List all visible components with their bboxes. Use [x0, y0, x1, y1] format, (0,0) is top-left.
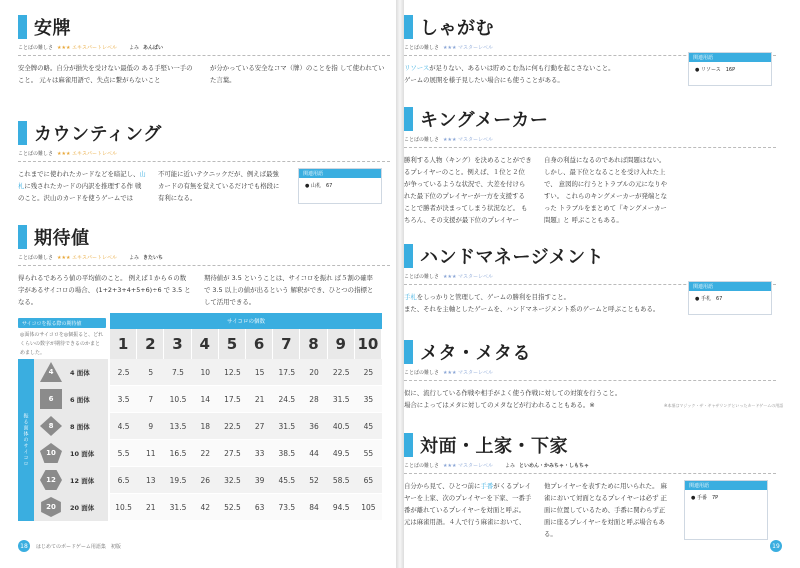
- table-cell: 31.5: [332, 394, 350, 404]
- entry-meta: [18, 150, 390, 162]
- table-cell: 17.5: [224, 394, 241, 404]
- table-cell: 10.5: [115, 502, 132, 512]
- table-cell: 38.5: [278, 448, 296, 458]
- table-cell: 36: [309, 421, 319, 431]
- table-cell: 63: [254, 502, 265, 512]
- difficulty-level: ★★★ エキスパートレベル: [57, 151, 117, 157]
- table-column-headers: [110, 329, 382, 359]
- table-cell: 27: [254, 421, 265, 431]
- column-header: 8: [300, 329, 327, 359]
- page-gutter: [396, 0, 404, 568]
- difficulty-level: ★★★ マスターレベル: [443, 137, 493, 143]
- related-item[interactable]: ● リソース 16P: [695, 67, 736, 73]
- heading-bar: [404, 433, 413, 457]
- table-cell: 27.5: [224, 448, 241, 458]
- entry-title: 対面・上家・下家: [420, 436, 568, 457]
- column-header: 6: [246, 329, 273, 359]
- table-cell: 15: [254, 367, 265, 377]
- table-legend: [18, 318, 106, 361]
- row-label: [34, 386, 110, 413]
- related-item[interactable]: ● 手札 67: [695, 296, 723, 302]
- related-item[interactable]: ● 山札 67: [305, 183, 333, 189]
- die-number: 6: [48, 395, 54, 403]
- table-row: [34, 494, 382, 521]
- entry-title: 期待値: [34, 228, 90, 249]
- row-name: 8 面体: [70, 422, 90, 431]
- entry-title: カウンティング: [34, 124, 162, 145]
- entry-title: 安牌: [34, 18, 71, 39]
- table-cell: 7.5: [172, 367, 184, 377]
- heading-bar: [404, 107, 413, 131]
- table-cell: 16.5: [169, 448, 187, 458]
- difficulty-level: ★★★ エキスパートレベル: [57, 255, 117, 261]
- table-cell: 18: [200, 421, 210, 431]
- table-cell: 5.5: [117, 448, 130, 458]
- table-cell: 7: [148, 394, 154, 404]
- table-cell: 44: [309, 448, 319, 458]
- table-cell: 17.5: [278, 367, 296, 377]
- table-cell: 33: [254, 448, 265, 458]
- entry-text-col1: 得られるであろう値の平均値のこと。 例えば１から６の数字があるサイコロの場合、 (1+2+3+4+5+6)÷6 で 3.5 となる。: [18, 274, 191, 306]
- difficulty-level: ★★★ エキスパートレベル: [57, 45, 117, 51]
- related-terms-box: [298, 168, 382, 204]
- yomi-label: よみ: [504, 463, 515, 469]
- difficulty-label: ことばの難しさ: [18, 151, 54, 157]
- right-page: [404, 0, 800, 568]
- expected-value-table: [34, 359, 382, 521]
- difficulty-label: ことばの難しさ: [404, 45, 440, 51]
- table-cell: 40.5: [332, 421, 350, 431]
- difficulty-level: ★★★ マスターレベル: [443, 463, 493, 469]
- difficulty-level: ★★★ マスターレベル: [443, 274, 493, 280]
- table-cell: 31.5: [169, 502, 187, 512]
- entry-text-col1: 自分から見て、ひとつ前に手番がくるプレイ ヤーを上家、次のプレイヤーを下家、一番手 番が離れているプレイヤーを対面と呼ぶ。 元は麻雀用語。４人で行う麻雀において、: [404, 482, 532, 526]
- yomi-label: よみ: [128, 255, 139, 261]
- entry-text-col2: 期待値が 3.5 ということは、サイコロを振れ ば５割の確率で 3.5 以上の値が出るという 解釈ができ、ひとつの指標として活用できる。: [204, 274, 374, 306]
- difficulty-label: ことばの難しさ: [404, 370, 440, 376]
- table-cell: 10.5: [169, 394, 187, 404]
- table-cell: 26: [200, 475, 210, 485]
- entry-title: キングメーカー: [420, 110, 549, 131]
- heading-bar: [404, 15, 413, 39]
- table-cell: 55: [363, 448, 374, 458]
- related-terms-box: [688, 52, 772, 86]
- yomi-value: あんぱい: [142, 45, 163, 51]
- die-number: 4: [48, 368, 54, 376]
- difficulty-level: ★★★ マスターレベル: [443, 370, 493, 376]
- table-cell: 11: [146, 448, 156, 458]
- entry-meta-metaru: [404, 339, 783, 411]
- related-terms-box: [684, 480, 768, 540]
- table-cell: 4.5: [117, 421, 130, 431]
- table-cell: 22.5: [224, 421, 241, 431]
- row-name: 6 面体: [70, 395, 90, 404]
- related-header: 関連用語: [689, 53, 771, 62]
- entry-meta: [404, 369, 776, 381]
- page-number: 19: [770, 540, 782, 552]
- table-cell: 73.5: [278, 502, 296, 512]
- entry-text-col1: 勝利する人物（キング）を決めることができ るプレイヤーのこと。例えば、１位と２位 が争っているような状況で、大差を付けら れた最下位のプレイヤーが一方を支援する ことで勝者が決まってしまう状況など。 もちろん、その支援が最下位のプレイヤー: [404, 156, 532, 224]
- die-icon: [40, 443, 62, 463]
- row-label: [34, 413, 110, 440]
- table-cell: 22: [200, 448, 210, 458]
- table-cell: 13.5: [169, 421, 187, 431]
- column-header: 1: [110, 329, 137, 359]
- entry-text-col1: これまでに使われたカードなどを暗記し、山札に残されたカードの内訳を推理する作 戦のこと。沢山のカードを使うゲームでは: [18, 170, 146, 202]
- die-icon: [40, 497, 62, 517]
- table-row: [34, 413, 382, 440]
- link-term-tefuda[interactable]: 手札: [404, 293, 417, 301]
- entry-meta: [404, 462, 776, 474]
- row-label: [34, 494, 110, 521]
- table-cell: 14: [200, 394, 210, 404]
- column-header: 2: [137, 329, 164, 359]
- table-cell: 58.5: [332, 475, 350, 485]
- table-cell: 5: [148, 367, 154, 377]
- table-cell: 9: [148, 421, 154, 431]
- row-name: 12 面体: [70, 476, 95, 485]
- entry-title: しゃがむ: [420, 18, 494, 39]
- heading-bar: [404, 244, 413, 268]
- die-icon: [40, 416, 62, 436]
- entry-text: 手札をしっかりと管理して、ゲームの勝利を目指すこと。 また、それを主軸としたゲームを、ハンドマネージメント系のゲームと呼ぶこともある。: [404, 293, 660, 313]
- footnote: ※本項はマジック・ザ・ギャザリングといったカードゲームの用語: [664, 403, 784, 408]
- table-cell: 32.5: [224, 475, 241, 485]
- table-cell: 20: [309, 367, 319, 377]
- entry-text-col2: 自身の利益になるのであれば問題はない。 しかし、最下位となることを受け入れた上で、 意図的に行うとトラブルの元になりやすい。 これらのキングメーカーが発端となった トラブルをまとめて『キングメーカー問題』と 呼ぶこともある。: [544, 156, 668, 224]
- table-cell: 45: [363, 421, 374, 431]
- related-item[interactable]: ● 手番 7P: [691, 495, 719, 501]
- table-cell: 52.5: [224, 502, 241, 512]
- link-term-teban[interactable]: 手番: [480, 482, 494, 490]
- difficulty-level: ★★★ マスターレベル: [443, 45, 493, 51]
- die-icon: [40, 389, 62, 409]
- table-cell: 10: [200, 367, 210, 377]
- table-row: [34, 467, 382, 494]
- row-label: [34, 359, 110, 386]
- column-header: 5: [219, 329, 246, 359]
- difficulty-label: ことばの難しさ: [404, 463, 440, 469]
- table-cell: 84: [309, 502, 319, 512]
- table-cell: 39: [254, 475, 265, 485]
- entry-text-col1: 安全牌の略。自分が損失を受けない最低の ある手堅い一手のこと。 元々は麻雀用語で、失点に繋がらないこと: [18, 64, 193, 84]
- entry-text-col2: が分かっている安全なコマ（牌）のことを指 して使われていた言葉。: [210, 64, 385, 84]
- table-cell: 31.5: [278, 421, 296, 431]
- entry-shagamu: [404, 14, 776, 86]
- table-cell: 19.5: [169, 475, 187, 485]
- entry-kitaichi: [18, 224, 390, 308]
- row-name: 20 面体: [70, 503, 95, 512]
- entry-toimen: [404, 432, 776, 540]
- entry-text: 似に、流行している作戦や相手がよく使う作戦に対しての対策を行うこと。 場合によってはメタに対してのメタなどが行われることもある。※: [404, 389, 622, 409]
- column-header: 9: [328, 329, 355, 359]
- die-number: 20: [46, 503, 56, 511]
- difficulty-label: ことばの難しさ: [18, 45, 54, 51]
- table-cell: 65: [363, 475, 374, 485]
- heading-bar: [18, 121, 27, 145]
- entry-counting: [18, 120, 390, 204]
- difficulty-label: ことばの難しさ: [18, 255, 54, 261]
- table-cell: 2.5: [117, 367, 130, 377]
- row-label: [34, 440, 110, 467]
- table-cell: 3.5: [117, 394, 130, 404]
- yomi-label: よみ: [128, 45, 139, 51]
- table-row: [34, 359, 382, 386]
- die-number: 8: [48, 422, 54, 430]
- table-cell: 45.5: [278, 475, 296, 485]
- table-cell: 6.5: [117, 475, 130, 485]
- table-top-header: サイコロの個数: [110, 313, 382, 329]
- table-cell: 21: [146, 502, 156, 512]
- table-cell: 52: [309, 475, 319, 485]
- table-cell: 13: [146, 475, 156, 485]
- page-number: 18: [18, 540, 30, 552]
- entry-text-col2: 他プレイヤーを表すために用いられた。 麻雀において対面となるプレイヤーは必ず 正面に位置しているため、手番に関わらず正 面に座るプレイヤーを対面と呼ぶ場合もある。: [544, 482, 667, 538]
- column-header: 7: [273, 329, 300, 359]
- table-cell: 21: [254, 394, 265, 404]
- related-header: 関連用語: [689, 282, 771, 291]
- link-term-yamafuda[interactable]: 山札: [18, 170, 146, 190]
- entry-anpai: [18, 14, 390, 86]
- row-label: [34, 467, 110, 494]
- related-terms-box: [688, 281, 772, 315]
- legend-header: サイコロを振る際の期待値: [18, 318, 106, 328]
- entry-text: リソースが足りない、あるいは貯めこむ為に何も行動を起こさないこと。 ゲームの展開を様子見したい場合にも使うことがある。: [404, 64, 615, 84]
- table-cell: 28: [309, 394, 319, 404]
- table-cell: 49.5: [332, 448, 350, 458]
- column-header: 4: [192, 329, 219, 359]
- entry-kingmaker: [404, 106, 776, 226]
- left-page: [0, 0, 396, 568]
- column-header: 3: [164, 329, 191, 359]
- table-cell: 105: [361, 502, 376, 512]
- heading-bar: [18, 15, 27, 39]
- entry-text-col2: 不可能に近いテクニックだが、例えば最強 カードの有無を覚えているだけでも格段に 有利になる。: [158, 170, 280, 202]
- related-header: 関連用語: [685, 481, 767, 490]
- row-name: 4 面体: [70, 368, 90, 377]
- table-row: [34, 386, 382, 413]
- entry-meta: [404, 136, 776, 148]
- difficulty-label: ことばの難しさ: [404, 274, 440, 280]
- heading-bar: [404, 340, 413, 364]
- row-name: 10 面体: [70, 449, 95, 458]
- difficulty-label: ことばの難しさ: [404, 137, 440, 143]
- entry-hand-management: [404, 243, 776, 315]
- related-header: 関連用語: [299, 169, 381, 178]
- table-cell: 24.5: [278, 394, 296, 404]
- die-icon: [40, 362, 62, 382]
- die-icon: [40, 470, 62, 490]
- table-row: [34, 440, 382, 467]
- die-number: 12: [46, 476, 56, 484]
- table-cell: 22.5: [332, 367, 350, 377]
- table-cell: 25: [363, 367, 374, 377]
- column-header: 10: [355, 329, 382, 359]
- table-side-label: 振る面体のサイコロ: [18, 359, 34, 521]
- heading-bar: [18, 225, 27, 249]
- link-term-resource[interactable]: リソース: [404, 64, 430, 72]
- entry-meta: [18, 254, 390, 266]
- yomi-value: といめん・かみちゃ・しもちゃ: [518, 463, 589, 469]
- table-cell: 94.5: [332, 502, 350, 512]
- yomi-value: きたいち: [142, 255, 163, 261]
- table-cell: 42: [200, 502, 210, 512]
- entry-meta: [18, 44, 390, 56]
- table-cell: 35: [363, 394, 374, 404]
- die-number: 10: [46, 449, 56, 457]
- table-cell: 12.5: [224, 367, 241, 377]
- footer-title: はじめてのボードゲーム用語集 初版: [36, 544, 121, 550]
- legend-text: ◎面体のサイコロを◎個振ると、どれくらいの数字が期待できるのかまとめました。: [20, 332, 104, 356]
- entry-title: メタ・メタる: [420, 343, 531, 364]
- entry-title: ハンドマネージメント: [420, 247, 605, 268]
